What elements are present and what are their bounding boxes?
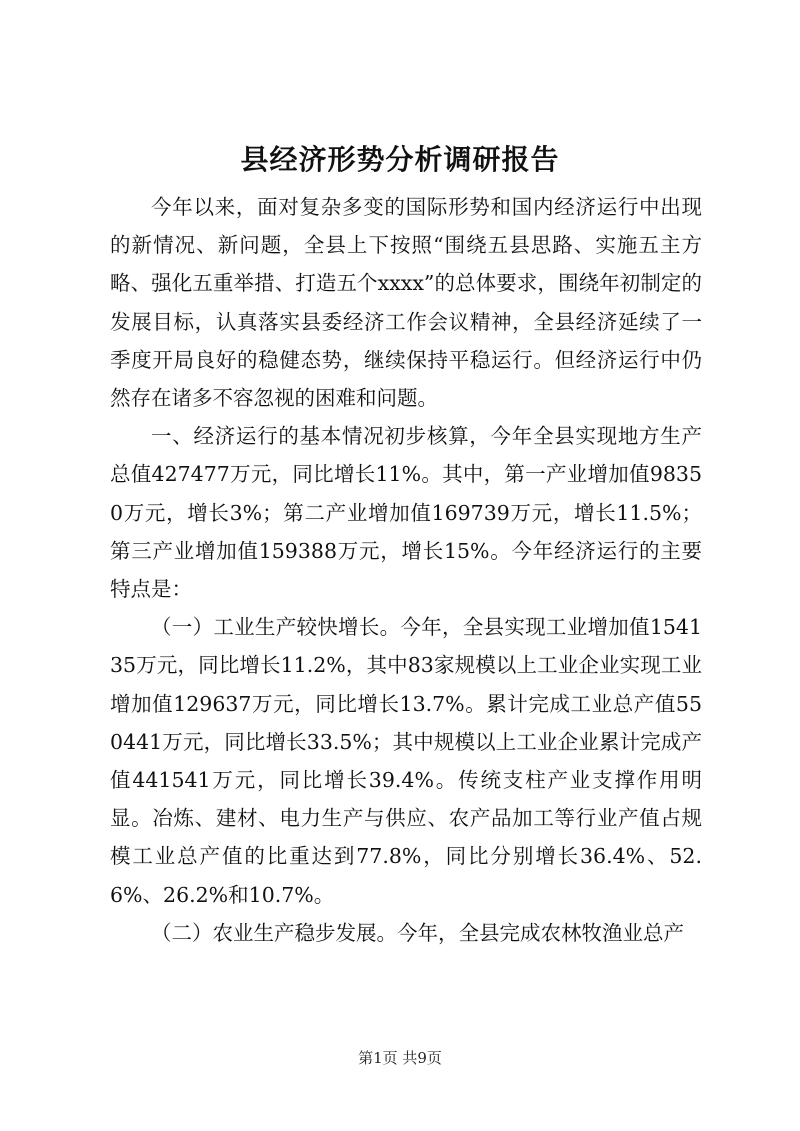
- paragraph-agriculture: （二）农业生产稳步发展。今年，全县完成农林牧渔业总产: [151, 920, 684, 945]
- paragraph-industry: （一）工业生产较快增长。今年，全县实现工业增加值154135万元，同比增长11.2%，其中83家规模以上工业企业实现工业增加值129637万元，同比增长13.7%。累计完成工业总产值550441万元，同比增长33.5%；其中规模以上工业企业累计完成产值441541万元，同比增长39.4%。传统支柱产业支撑作用明显。冶炼、建材、电力生产与供应、农产品加工等行业产值占规模工业总产值的比重达到77.8%，同比分别增长36.4%、52.6%、26.2%和10.7%。: [110, 615, 702, 907]
- document-title: 县经济形势分析调研报告: [240, 143, 560, 176]
- paragraph-basic-situation: 一、经济运行的基本情况初步核算，今年全县实现地方生产总值427477万元，同比增长11%。其中，第一产业增加值98350万元，增长3%；第二产业增加值169739万元，增长11.5%；第三产业增加值159388万元，增长15%。今年经济运行的主要特点是：: [110, 424, 702, 602]
- document-body: [110, 188, 702, 952]
- page-number-footer: 第1页 共9页: [358, 1049, 442, 1067]
- paragraph-intro: 今年以来，面对复杂多变的国际形势和国内经济运行中出现的新情况、新问题，全县上下按照“围绕五县思路、实施五主方略、强化五重举措、打造五个xxxx”的总体要求，围绕年初制定的发展目标，认真落实县委经济工作会议精神，全县经济延续了一季度开局良好的稳健态势，继续保持平稳运行。但经济运行中仍然存在诸多不容忽视的困难和问题。: [110, 195, 702, 411]
